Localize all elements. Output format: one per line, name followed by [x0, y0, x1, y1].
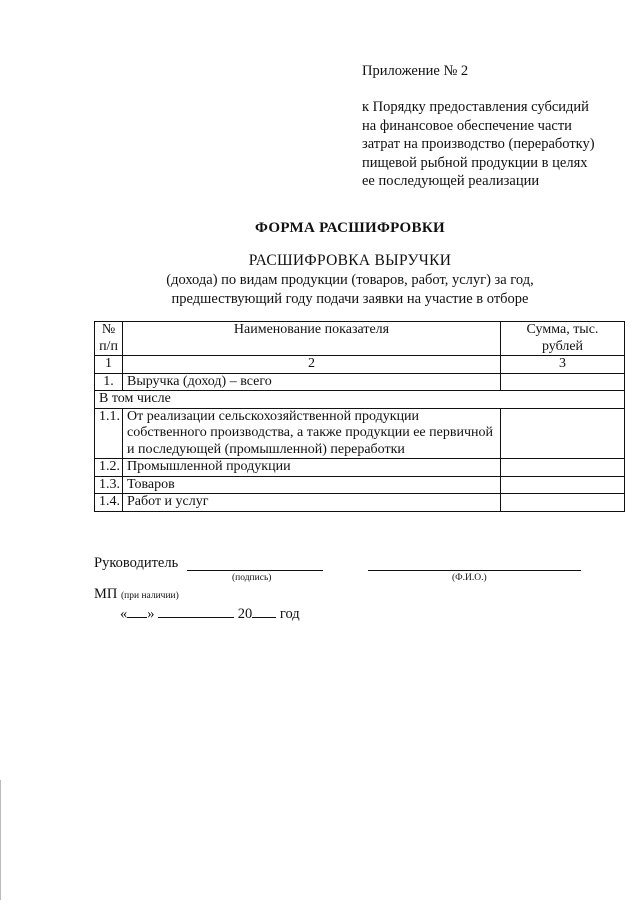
- form-title: ФОРМА РАСШИФРОВКИ: [255, 220, 445, 236]
- day-blank[interactable]: [127, 603, 147, 618]
- row-sum[interactable]: [501, 476, 625, 494]
- year-blank[interactable]: [252, 603, 276, 618]
- subtitle-line: предшествующий году подачи заявки на участие в отборе: [171, 291, 529, 307]
- row-name: От реализации сельскохозяйственной продукции собственного производства, а также продукции ее первичной и последующей (промышленной) переработки: [123, 408, 501, 459]
- subtitle: [0, 271, 640, 309]
- row-name: Работ и услуг: [123, 494, 501, 512]
- month-blank[interactable]: [158, 603, 234, 618]
- basis-line: затрат на производство (переработку): [362, 136, 595, 152]
- table-row: [95, 391, 625, 409]
- revenue-table: [94, 321, 625, 512]
- row-sum[interactable]: [501, 373, 625, 391]
- col-number: 2: [123, 356, 501, 374]
- row-number: 1.3.: [95, 476, 123, 494]
- row-name: Товаров: [123, 476, 501, 494]
- year-word: год: [279, 606, 300, 622]
- col-number: 1: [95, 356, 123, 374]
- signature-line[interactable]: [187, 570, 323, 571]
- header-number: № п/п: [95, 322, 123, 356]
- table-row: [95, 373, 625, 391]
- column-number-row: [95, 356, 625, 374]
- appendix-label: Приложение № 2: [362, 63, 469, 79]
- year-prefix: 20: [237, 606, 253, 622]
- date-quote-open: «: [120, 606, 128, 622]
- document-basis: [362, 98, 632, 191]
- row-name: Выручка (доход) – всего: [123, 373, 501, 391]
- header-sum: Сумма, тыс. рублей: [501, 322, 625, 356]
- header-indicator: Наименование показателя: [123, 322, 501, 356]
- row-sum[interactable]: [501, 494, 625, 512]
- stamp-block: [94, 586, 179, 603]
- row-name: Промышленной продукции: [123, 459, 501, 477]
- row-number: 1.2.: [95, 459, 123, 477]
- row-number: 1.4.: [95, 494, 123, 512]
- full-name-caption: (Ф.И.О.): [452, 573, 487, 583]
- row-name: В том числе: [95, 391, 625, 409]
- date-block: [120, 603, 300, 623]
- basis-line: к Порядку предоставления субсидий: [362, 99, 589, 115]
- row-sum[interactable]: [501, 459, 625, 477]
- head-signature-label: Руководитель: [94, 555, 179, 571]
- full-name-line[interactable]: [368, 570, 581, 571]
- row-number: 1.1.: [95, 408, 123, 459]
- table-row: [95, 408, 625, 459]
- row-number: 1.: [95, 373, 123, 391]
- row-sum[interactable]: [501, 408, 625, 459]
- table-row: [95, 459, 625, 477]
- table-header-row: [95, 322, 625, 356]
- table-row: [95, 476, 625, 494]
- table-row: [95, 494, 625, 512]
- date-quote-close: »: [147, 606, 155, 622]
- stamp-note: (при наличии): [121, 591, 179, 601]
- basis-line: ее последующей реализации: [362, 173, 540, 189]
- decode-title: РАСШИФРОВКА ВЫРУЧКИ: [248, 252, 452, 269]
- signature-caption: (подпись): [232, 573, 272, 583]
- stamp-label: МП: [94, 586, 118, 602]
- subtitle-line: (дохода) по видам продукции (товаров, работ, услуг) за год,: [166, 272, 534, 288]
- scan-edge: [0, 780, 1, 900]
- col-number: 3: [501, 356, 625, 374]
- basis-line: пищевой рыбной продукции в целях: [362, 154, 588, 171]
- basis-line: на финансовое обеспечение части: [362, 117, 572, 134]
